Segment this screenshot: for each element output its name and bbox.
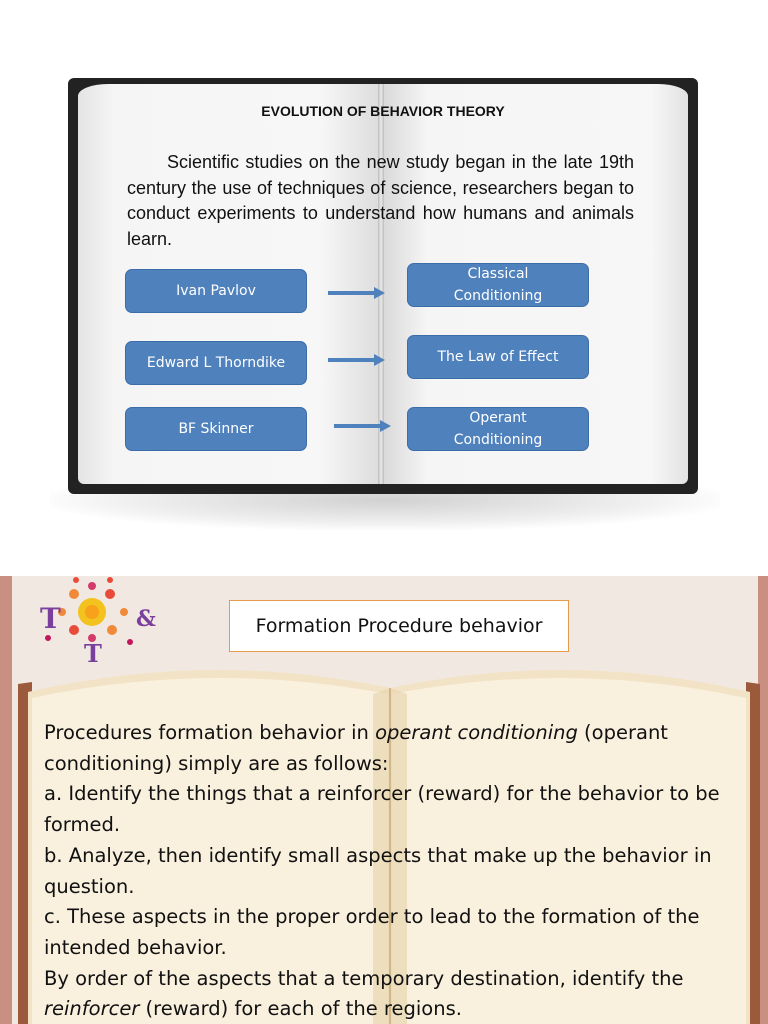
theory-box-classical-conditioning <box>407 263 589 307</box>
procedure-text <box>44 718 744 1024</box>
theory-label-line1: Operant <box>469 410 527 426</box>
theory-label-line1: The Law of Effect <box>437 349 559 365</box>
intro-line <box>44 718 744 779</box>
closing-text: By order of the aspects that a temporary destination, identify the <box>44 966 684 990</box>
closing-italic-term: reinforcer <box>44 997 140 1021</box>
slide-title: EVOLUTION OF BEHAVIOR THEORY <box>261 103 505 119</box>
step-c: c. These aspects in the proper order to lead to the formation of the intended behavior. <box>44 905 700 959</box>
intro-italic-term: operant conditioning <box>375 721 578 744</box>
step-a: a. Identify the things that a reinforcer (reward) for the behavior to be formed. <box>44 782 720 837</box>
slide-title: Formation Procedure behavior <box>255 615 543 637</box>
person-label: Edward L Thorndike <box>146 355 286 371</box>
theory-box-law-of-effect <box>407 335 589 379</box>
intro-text-suffix: (operant conditioning) simply are as follows: <box>44 721 668 775</box>
closing-text-suffix: (reward) for each of the regions. <box>139 997 462 1021</box>
person-label: Ivan Pavlov <box>176 283 256 299</box>
person-box-thorndike <box>125 341 307 385</box>
intro-paragraph: Scientific studies on the new study began in the late 19th century the use of techniques of science, researchers began to conduct experiments to understand how humans and animals learn. <box>127 152 634 249</box>
svg-text:T: T <box>84 639 102 666</box>
svg-text:&: & <box>136 606 156 632</box>
slide-formation-procedure <box>0 576 768 1024</box>
step-b: b. Analyze, then identify small aspects that make up the behavior in question. <box>44 843 712 898</box>
left-border-strip <box>0 576 12 1024</box>
svg-text:T: T <box>40 602 61 635</box>
theory-label-line2: Conditioning <box>453 288 543 304</box>
theory-box-operant-conditioning <box>407 407 589 451</box>
person-box-skinner <box>125 407 307 451</box>
theory-label-line1: Classical <box>467 266 529 282</box>
slide-title-box <box>229 600 569 652</box>
closing-line <box>44 964 744 1024</box>
arrow-right-icon <box>334 419 392 433</box>
intro-text: Procedures formation behavior in <box>44 721 376 744</box>
theory-label-line2: Conditioning <box>453 432 543 448</box>
person-box-pavlov <box>125 269 307 313</box>
person-label: BF Skinner <box>178 421 254 437</box>
arrow-right-icon <box>328 286 386 300</box>
arrow-right-icon <box>328 353 386 367</box>
decorative-flower-logo-icon <box>26 576 156 666</box>
